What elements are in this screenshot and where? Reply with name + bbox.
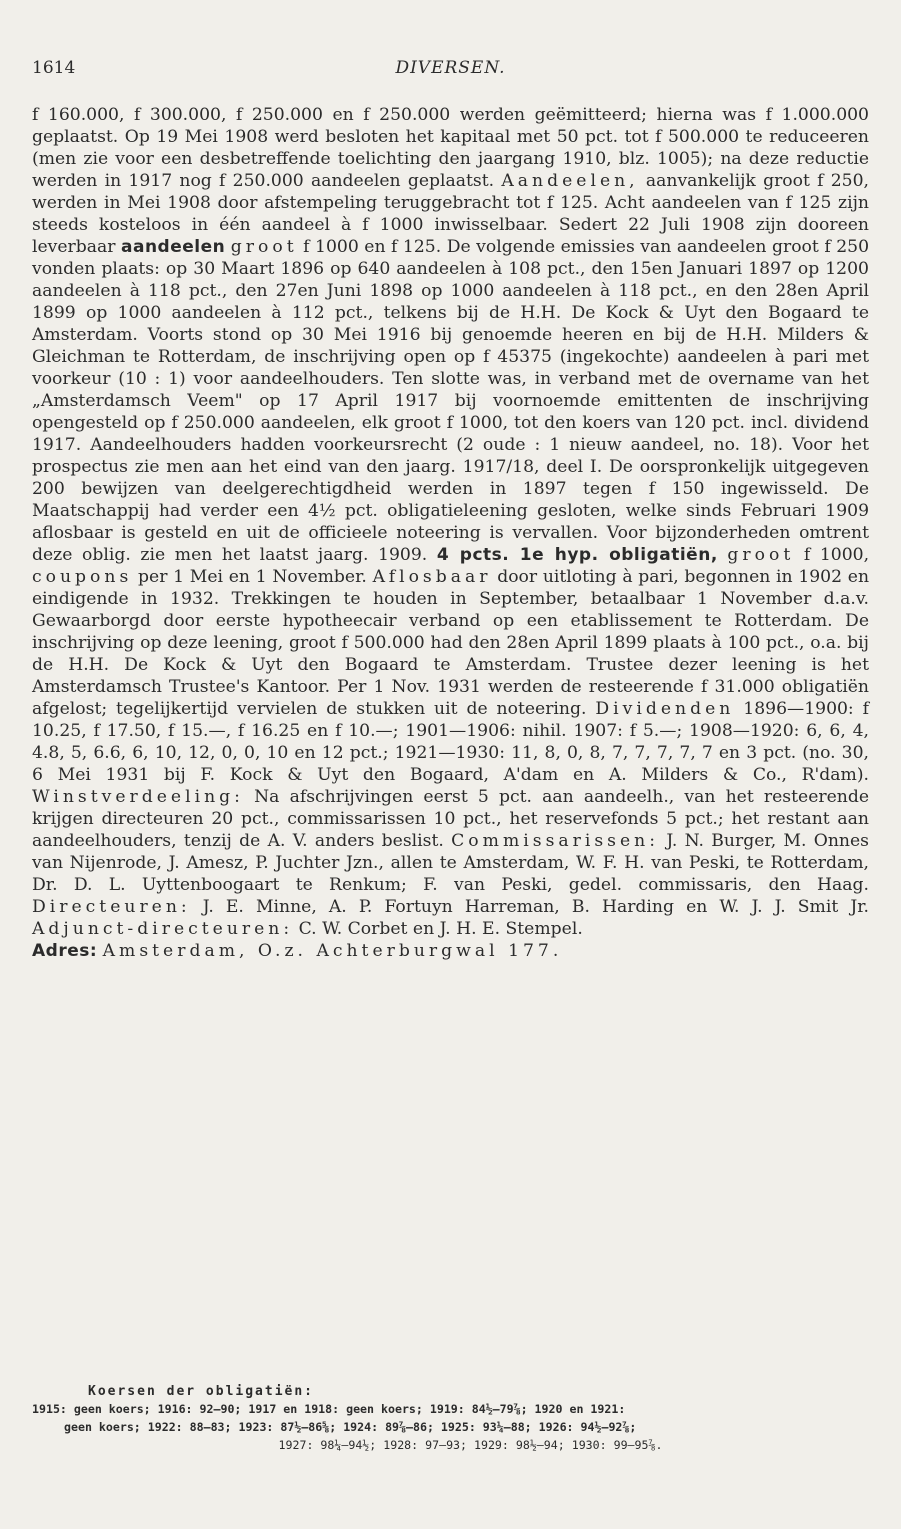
- koersen-line: geen koers; 1922: 88—83; 1923: 87½—86⅝; 1924: 89⅞—86; 1925: 93¼—88; 1926: 94½—92⅞;: [64, 1420, 637, 1434]
- body-text: [32, 104, 869, 962]
- text-run: J. N. Burger, M. Onnes van Nijenrode, J. Amesz, P. Juchter Jzn., allen te Amsterdam, W. F. H. van Peski, te Rotterdam, Dr. D. L. Uyttenboogaart te Renkum; F. van Peski, gedel. commissaris, den Haag.: [32, 831, 869, 895]
- text-run: f 1000,: [803, 545, 870, 565]
- koersen-line: 1927: 98¼—94½; 1928: 97—93; 1929: 98½—94; 1930: 99—95⅞.: [278, 1438, 663, 1452]
- spaced-label-winstverdeeling: Winstverdeeling:: [32, 787, 244, 807]
- text-run: f 1000 en f 125. De volgende emissies van aandeelen groot f 250 vonden plaats: op 30 Maart 1896 op 640 aandeelen à 108 pct., den 15en Januari 1897 op 1200 aandeelen à 118 pct., den 27en Juni 1898 op 1000 aandeelen à 118 pct., en den 28en April 1899 op 1000 aandeelen à 112 pct., telkens bij de H.H. De Kock & Uyt den Bogaard te Amsterdam. Voorts stond op 30 Mei 1916 bij genoemde heeren en bij de H.H. Milders & Gleichman te Rotterdam, de inschrijving open op f 45375 (ingekochte) aandeelen à pari met voorkeur (10 : 1) voor aandeelhouders. Ten slotte was, in verband met de overname van het „Amsterdamsch Veem" op 17 April 1917 bij voornoemde emittenten de inschrijving opengesteld op f 250.000 aandeelen, elk groot f 1000, tot den koers van 120 pct. incl. dividend 1917. Aandeelhouders hadden voorkeursrecht (2 oude : 1 nieuw aandeel, no. 18). Voor het prospectus zie men aan het eind van den jaarg. 1917/18, deel I. De oorspronkelijk uitgegeven 200 bewijzen van deelgerechtigdheid werden in 1897 tegen f 150 ingewisseld. De Maatschappij had verder een 4½ pct. obligatieleening gesloten, welke sinds Februari 1909 aflosbaar is gesteld en uit de officieele noteering is vervallen. Voor bijzonderheden omtrent deze oblig. zie men het laatst jaarg. 1909.: [32, 237, 870, 565]
- text-run: aanvankelijk groot f 250, werden in Mei 1908 door afstempeling teruggebracht tot f 125. Acht aandeelen van f 125 zijn steeds kosteloos in één aandeel à f 1000 inwisselbaar. Sedert 22 Juli 1908 zijn dooreen leverbaar: [32, 171, 869, 257]
- page-header: [32, 58, 869, 88]
- paragraph: [32, 104, 869, 940]
- bold-label-adres: Adres:: [32, 941, 98, 961]
- bold-label-aandeelen: aandeelen: [121, 237, 226, 257]
- bold-label-obligatien: 4 pcts. 1e hyp. obligatiën,: [436, 545, 718, 565]
- text-run: Na afschrijvingen eerst 5 pct. aan aandeelh., van het resteerende krijgen directeuren 20 pct., commissarissen 10 pct., het reservefonds 5 pct.; het restant aan aandeelhouders, tenzij de A. V. anders beslist.: [32, 787, 870, 851]
- text-run: C. W. Corbet en J. H. E. Stempel.: [298, 919, 583, 939]
- text-run: per 1 Mei en 1 November.: [138, 567, 367, 587]
- text-run: 1896—1900: f 10.25, f 17.50, f 15.—, f 16.25 en f 10.—; 1901—1906: nihil. 1907: f 5.—; 1908—1920: 6, 6, 4, 4.8, 5, 6.6, 6, 10, 12, 0, 0, 10 en 12 pct.; 1921—1930: 11, 8, 0, 8, 7, 7, 7, 7, 7 en 3 pct. (no. 30, 6 Mei 1931 bij F. Kock & Uyt den Bogaard, A'dam en A. Milders & Co., R'dam).: [32, 699, 869, 785]
- spaced-label-aandeelen: Aandeelen,: [501, 171, 639, 191]
- running-head: DIVERSEN.: [395, 58, 506, 78]
- koersen-heading: Koersen der obligatiën:: [88, 1384, 315, 1399]
- spaced-label-commissarissen: Commissarissen:: [451, 831, 660, 851]
- spaced-label-aflosbaar: Aflosbaar: [372, 567, 492, 587]
- spaced-label-dividenden: Dividenden: [595, 699, 735, 719]
- koersen-section: [32, 1384, 869, 1453]
- address-value: Amsterdam, O.z. Achterburgwal 177.: [102, 941, 563, 961]
- spaced-label-groot: groot: [230, 237, 298, 257]
- address-line: [32, 940, 869, 962]
- spaced-label-coupons: coupons: [32, 567, 133, 587]
- koersen-line: 1915: geen koers; 1916: 92—90; 1917 en 1918: geen koers; 1919: 84½—79⅞; 1920 en 1921:: [32, 1402, 626, 1416]
- spaced-label-groot: groot: [727, 545, 795, 565]
- spaced-label-directeuren: Directeuren:: [32, 897, 191, 917]
- page-number: 1614: [32, 58, 76, 78]
- text-run: f 160.000, f 300.000, f 250.000 en f 250.000 werden geëmitteerd; hierna was f 1.000.000 geplaatst. Op 19 Mei 1908 werd besloten het kapitaal met 50 pct. tot f 500.000 te reduceeren (men zie voor een desbetreffende toelichting den jaargang 1910, blz. 1005); na deze reductie werden in 1917 nog f 250.000 aandeelen geplaatst.: [32, 105, 869, 191]
- text-run: J. E. Minne, A. P. Fortuyn Harreman, B. Harding en W. J. J. Smit Jr.: [202, 897, 869, 917]
- text-run: door uitloting à pari, begonnen in 1902 en eindigende in 1932. Trekkingen te houden in September, betaalbaar 1 November d.a.v. Gewaarborgd door eerste hypotheecair verband op een etablissement te Rotterdam. De inschrijving op deze leening, groot f 500.000 had den 28en April 1899 plaats à 100 pct., o.a. bij de H.H. De Kock & Uyt den Bogaard te Amsterdam. Trustee dezer leening is het Amsterdamsch Trustee's Kantoor. Per 1 Nov. 1931 werden de resteerende f 31.000 obligatiën afgelost; tegelijkertijd vervielen de stukken uit de noteering.: [32, 567, 870, 719]
- spaced-label-adjunct-directeuren: Adjunct-directeuren:: [32, 919, 294, 939]
